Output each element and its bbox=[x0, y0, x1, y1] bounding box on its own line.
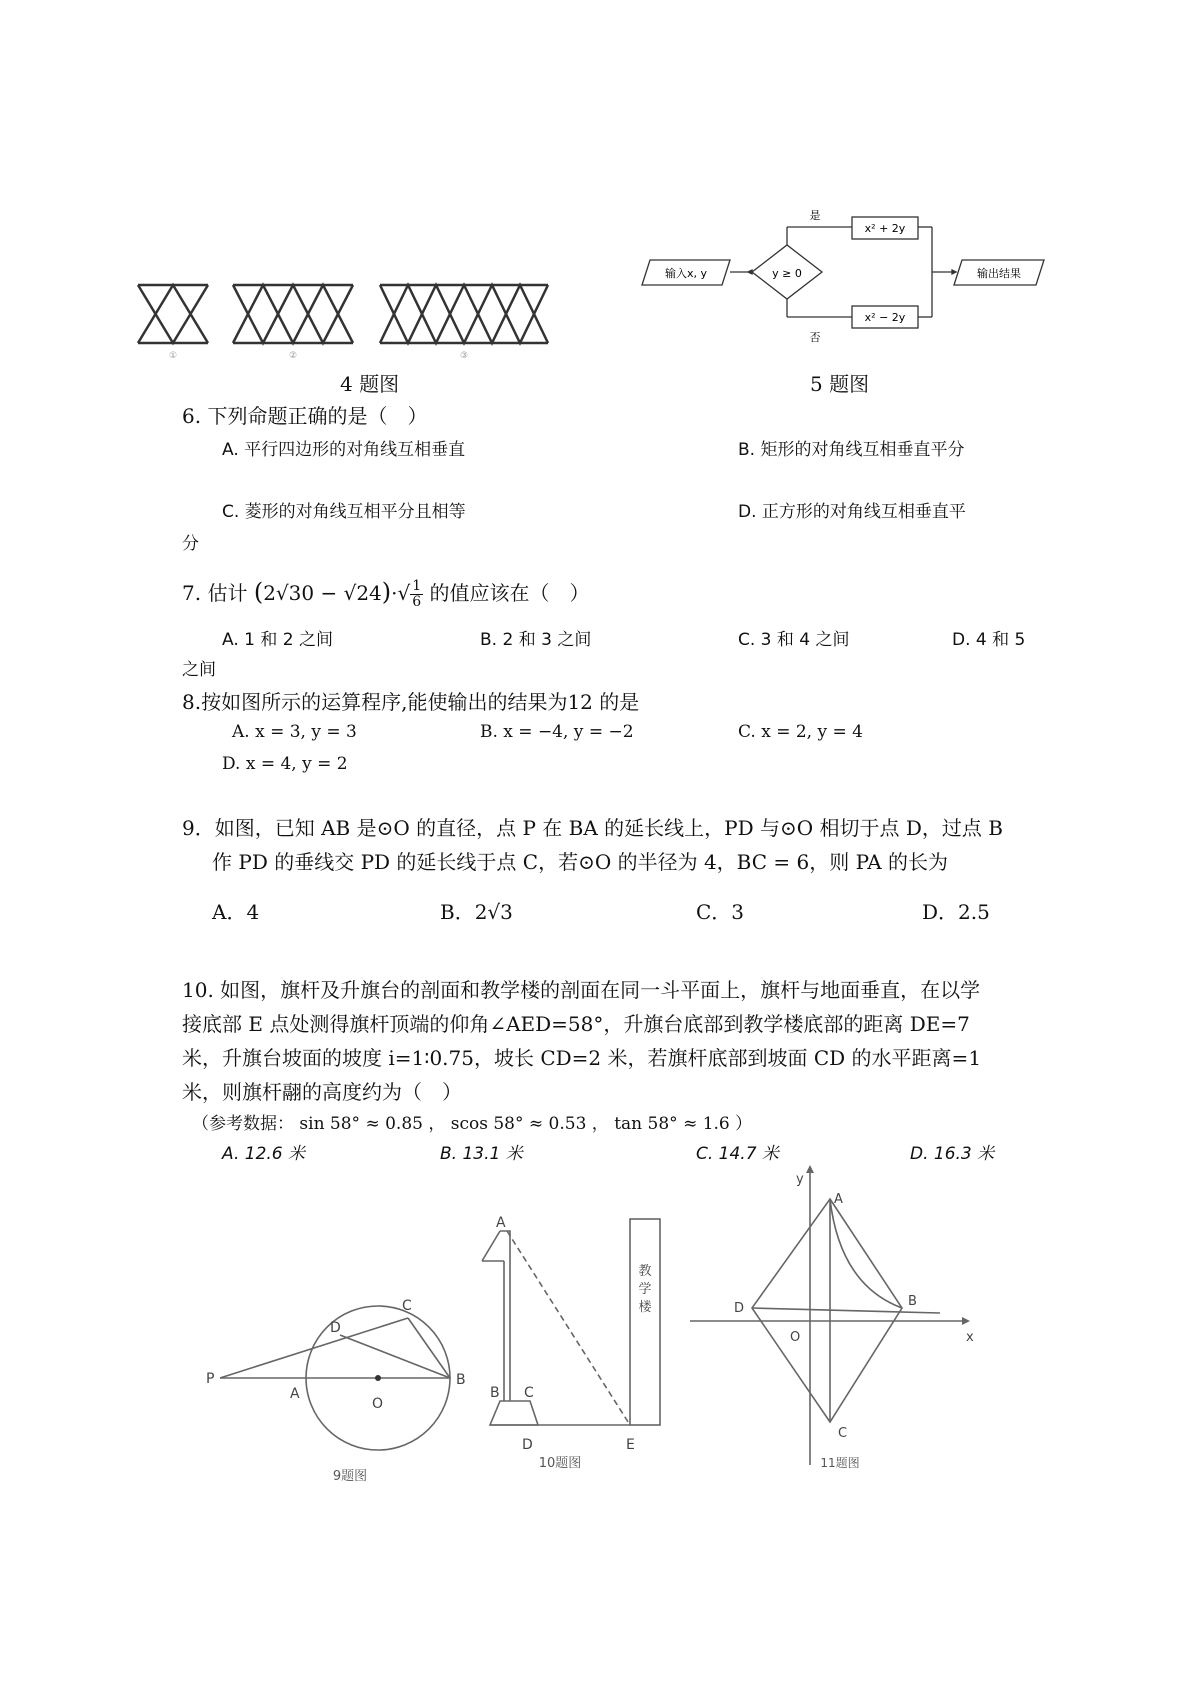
q10-line-4: 米，则旗杆翮的高度约为（ ） bbox=[182, 1080, 462, 1104]
q10-line-3: 米，升旗台坡面的坡度 i=1∶0.75，坡长 CD=2 米，若旗杆底部到坡面 CD 的水平距离=1 bbox=[182, 1046, 982, 1070]
line-db bbox=[340, 1335, 450, 1378]
pattern-1-label: ① bbox=[168, 351, 178, 360]
x-arrow bbox=[962, 1317, 970, 1325]
q7-expression: 2√30 − √24 bbox=[263, 581, 382, 605]
q8-option-a: A. x = 3, y = 3 bbox=[232, 722, 357, 742]
label-a: A bbox=[834, 1192, 843, 1207]
q7-option-b: B. 2 和 3 之间 bbox=[480, 630, 592, 650]
q7-num: 7. 估计 bbox=[182, 581, 248, 605]
no-label: 否 bbox=[809, 331, 821, 344]
condition-label: y ≥ 0 bbox=[772, 267, 802, 280]
q7-fraction bbox=[410, 579, 423, 610]
q6-option-d-wrap: 分 bbox=[182, 534, 199, 554]
label-b: B bbox=[456, 1372, 466, 1388]
label-d: D bbox=[330, 1320, 341, 1336]
pattern-2 bbox=[233, 285, 353, 343]
q7-fraction-den: 6 bbox=[412, 594, 422, 610]
figure-10-caption: 10题图 bbox=[538, 1456, 582, 1471]
figure-5-caption: 5 题图 bbox=[810, 372, 870, 396]
figure-5-flowchart bbox=[640, 205, 1060, 355]
q6-option-c: C. 菱形的对角线互相平分且相等 bbox=[222, 502, 466, 522]
label-b: B bbox=[908, 1294, 917, 1309]
q10-option-d: D. 16.3 米 bbox=[910, 1144, 995, 1164]
figure-11 bbox=[690, 1165, 980, 1475]
center-o-dot bbox=[375, 1375, 381, 1381]
q6-option-d: D. 正方形的对角线互相垂直平 bbox=[738, 502, 966, 522]
label-c: C bbox=[402, 1298, 412, 1314]
q10-reference-data: （参考数据： sin 58° ≈ 0.85 ， scos 58° ≈ 0.53 ， tan 58° ≈ 1.6 ） bbox=[192, 1114, 753, 1134]
label-a: A bbox=[496, 1215, 506, 1231]
q8-option-d: D. x = 4, y = 2 bbox=[222, 754, 348, 774]
bottom-process-label: x² − 2y bbox=[864, 311, 906, 324]
q6-option-b: B. 矩形的对角线互相垂直平分 bbox=[738, 440, 965, 460]
q9-line-1: 9．如图，已知 AB 是⊙O 的直径，点 P 在 BA 的延长线上，PD 与⊙O 相切于点 D，过点 B bbox=[182, 816, 1003, 840]
flag bbox=[482, 1231, 500, 1261]
q10-option-c: C. 14.7 米 bbox=[696, 1144, 779, 1164]
building-char-3: 楼 bbox=[638, 1300, 652, 1315]
q10-option-b: B. 13.1 米 bbox=[440, 1144, 523, 1164]
label-c: C bbox=[838, 1426, 848, 1441]
q8-option-b: B. x = −4, y = −2 bbox=[480, 722, 634, 742]
q8-stem: 8.按如图所示的运算程序,能使输出的结果为12 的是 bbox=[182, 690, 640, 714]
q10-line-2: 接底部 E 点处测得旗杆顶端的仰角∠AED=58°，升旗台底部到教学楼底部的距离 DE=7 bbox=[182, 1012, 970, 1036]
label-d: D bbox=[734, 1301, 745, 1316]
building-char-2: 学 bbox=[638, 1282, 652, 1297]
pattern-2-label: ② bbox=[288, 351, 298, 360]
pattern-3-label: ③ bbox=[459, 351, 469, 360]
label-c: C bbox=[524, 1385, 534, 1401]
q9-option-b: B．2√3 bbox=[440, 900, 513, 924]
q6-stem: 6. 下列命题正确的是（ ） bbox=[182, 404, 428, 428]
flag-platform bbox=[490, 1401, 538, 1425]
figure-10 bbox=[470, 1205, 690, 1485]
q7-option-d-wrap: 之间 bbox=[182, 660, 216, 680]
q7-tail: 的值应该在（ ） bbox=[429, 581, 590, 605]
label-o: O bbox=[372, 1396, 384, 1412]
figure-4-caption: 4 题图 bbox=[340, 372, 400, 396]
label-a: A bbox=[290, 1386, 300, 1402]
flagpole bbox=[500, 1231, 510, 1401]
label-e: E bbox=[626, 1437, 635, 1453]
figure-4 bbox=[130, 275, 610, 360]
label-b: B bbox=[490, 1385, 500, 1401]
label-x: x bbox=[966, 1330, 974, 1345]
q7-option-d: D. 4 和 5 bbox=[952, 630, 1026, 650]
figure-9-caption: 9题图 bbox=[332, 1469, 368, 1484]
label-o: O bbox=[790, 1330, 801, 1345]
input-label: 输入x, y bbox=[664, 267, 708, 280]
label-d: D bbox=[522, 1437, 533, 1453]
label-p: P bbox=[206, 1371, 215, 1387]
q9-line-2: 作 PD 的垂线交 PD 的延长线于点 C，若⊙O 的半径为 4，BC = 6，则 PA 的长为 bbox=[212, 850, 949, 874]
line-pc bbox=[220, 1318, 408, 1378]
school-building bbox=[630, 1219, 660, 1425]
figure-11-caption: 11题图 bbox=[820, 1456, 860, 1470]
top-process-label: x² + 2y bbox=[864, 222, 906, 235]
q10-line-1: 10. 如图，旗杆及升旗台的剖面和教学楼的剖面在同一斗平面上，旗杆与地面垂直，在以学 bbox=[182, 978, 981, 1002]
pattern-3 bbox=[380, 285, 548, 343]
q9-option-a: A．4 bbox=[212, 900, 260, 924]
q8-option-c: C. x = 2, y = 4 bbox=[738, 722, 863, 742]
q7-fraction-num: 1 bbox=[412, 578, 422, 594]
building-char-1: 教 bbox=[638, 1264, 652, 1279]
figure-9 bbox=[200, 1150, 490, 1490]
q9-option-d: D．2.5 bbox=[922, 900, 990, 924]
yes-label: 是 bbox=[809, 209, 821, 222]
y-arrow bbox=[806, 1165, 814, 1173]
label-y: y bbox=[796, 1172, 804, 1187]
q6-option-a: A. 平行四边形的对角线互相垂直 bbox=[222, 440, 466, 460]
q7-option-a: A. 1 和 2 之间 bbox=[222, 630, 333, 650]
q7-stem: 7. 估计 (2√30 − √24)·√ $\frac{1}{6}$ 的值应该在（ ） bbox=[182, 578, 590, 610]
pattern-1 bbox=[138, 285, 208, 343]
q9-option-c: C．3 bbox=[696, 900, 745, 924]
q7-option-c: C. 3 和 4 之间 bbox=[738, 630, 850, 650]
output-label: 输出结果 bbox=[977, 267, 1021, 280]
q10-option-a: A. 12.6 米 bbox=[222, 1144, 306, 1164]
